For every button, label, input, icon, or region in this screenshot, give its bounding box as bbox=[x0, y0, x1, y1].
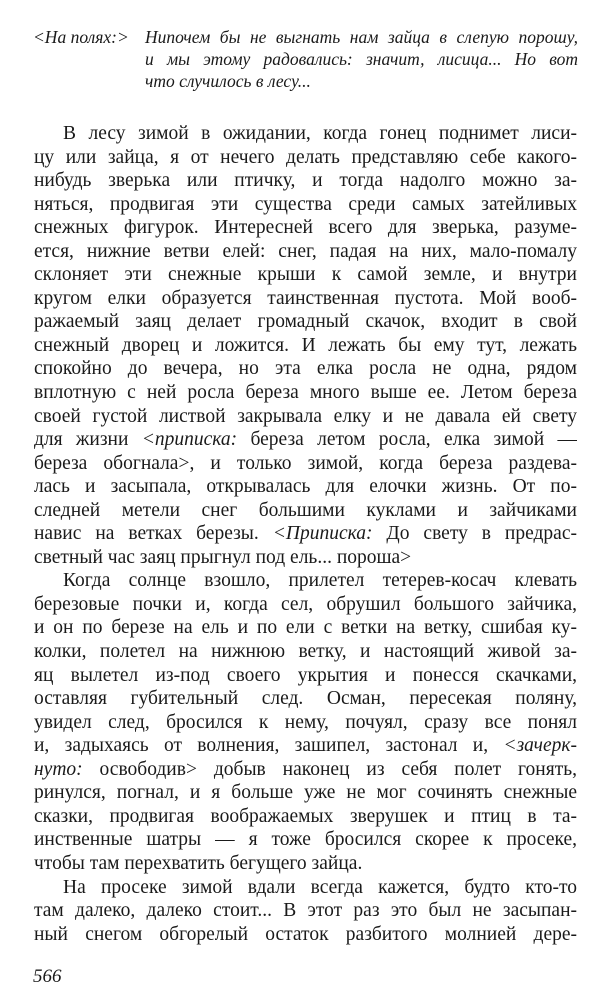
line-text: цу или зайца, я от нечего делать представляю себе какого- bbox=[34, 146, 577, 168]
line-text: кругом елки образуется таинственная пустота. Мой вооб- bbox=[34, 287, 577, 309]
text-line bbox=[34, 499, 577, 523]
line-text: До свету в предрас- bbox=[372, 523, 577, 545]
text-line bbox=[34, 452, 577, 476]
line-text: оставляя губительный след. Осман, пересекая поляну, bbox=[34, 688, 577, 710]
text-line bbox=[34, 805, 577, 829]
text-line bbox=[34, 405, 577, 429]
text-line bbox=[34, 711, 577, 735]
line-text: березовые почки и, когда сел, обрушил большого зайчика, bbox=[34, 593, 577, 615]
text-line bbox=[34, 899, 577, 923]
line-text: береза обогнала>, и только зимой, когда береза раздева- bbox=[34, 452, 577, 474]
line-text: береза летом росла, елка зимой — bbox=[237, 429, 577, 451]
line-text: там далеко, далеко стоит... В этот раз это был не засыпан- bbox=[34, 900, 577, 922]
text-line bbox=[34, 640, 577, 664]
line-text: В лесу зимой в ожидании, когда гонец поднимет лиси- bbox=[63, 123, 577, 144]
line-text: ражаемый заяц делает громадный скачок, входит в свой bbox=[34, 311, 577, 333]
text-line bbox=[34, 475, 577, 499]
text-line bbox=[34, 146, 577, 170]
line-text: следней метели снег большими куклами и зайчиками bbox=[34, 499, 577, 521]
text-line bbox=[34, 734, 577, 758]
text-line bbox=[34, 169, 577, 193]
text-line bbox=[34, 240, 577, 264]
line-text: и, задыхаясь от волнения, зашипел, застонал и, bbox=[34, 735, 504, 757]
text-line bbox=[34, 381, 577, 405]
line-text: яц вылетел из-под своего укрытия и понесся скачками, bbox=[34, 664, 577, 686]
line-text: ринулся, погнал, и я больше уже не мог сочинять снежные bbox=[34, 782, 577, 804]
text-line bbox=[34, 664, 577, 688]
line-text: Когда солнце взошло, прилетел тетерев-косач клевать bbox=[63, 570, 577, 592]
margin-note-label: <На полях:> bbox=[33, 27, 129, 47]
line-text: снежный дворец и ложится. И лежать бы ему тут, лежать bbox=[34, 334, 577, 356]
text-line bbox=[34, 216, 577, 240]
line-text: сказки, продвигая воображаемых зверушек и птиц в та- bbox=[34, 805, 577, 827]
line-text: освободив> добыв наконец из себя полет гонять, bbox=[82, 758, 577, 780]
text-line bbox=[34, 522, 577, 546]
text-line bbox=[34, 876, 577, 900]
line-text: своей густой листвой закрывала елку и не давала ей свету bbox=[34, 405, 577, 427]
text-line bbox=[34, 593, 577, 617]
page-number: 566 bbox=[33, 966, 62, 987]
text-line bbox=[34, 357, 577, 381]
text-line bbox=[34, 310, 577, 334]
text-line bbox=[34, 122, 577, 146]
line-text: увидел след, бросился к нему, почуял, сразу все понял bbox=[34, 711, 577, 733]
text-line bbox=[34, 428, 577, 452]
editorial-note-text: <зачерк- bbox=[503, 735, 577, 757]
line-text: няться, продвигая эти существа среди самых затейливых bbox=[34, 193, 577, 215]
text-line bbox=[34, 287, 577, 311]
text-line bbox=[34, 758, 577, 782]
line-text: навис на ветках березы. bbox=[34, 523, 273, 545]
line-text: На просеке зимой вдали всегда кажется, будто кто-то bbox=[63, 876, 577, 898]
text-line bbox=[34, 852, 577, 876]
text-line bbox=[34, 334, 577, 358]
text-line bbox=[34, 569, 577, 593]
text-line bbox=[34, 193, 577, 217]
margin-note-line: и мы этому радовались: значит, лисица... Но вот bbox=[145, 49, 578, 69]
line-text: инственные шатры — я тоже бросился скорее к просеке, bbox=[34, 829, 577, 851]
line-text: лась и засыпала, открывалась для елочки жизнь. От по- bbox=[34, 476, 577, 498]
text-line bbox=[34, 687, 577, 711]
editorial-note-text: <Приписка: bbox=[272, 523, 373, 545]
line-text: колки, полетел на нижнюю ветку, и настоящий живой за- bbox=[34, 641, 577, 663]
margin-note-line: Нипочем бы не выгнать нам зайца в слепую порошу, bbox=[145, 27, 578, 47]
text-line bbox=[34, 781, 577, 805]
line-text: для жизни bbox=[34, 429, 142, 451]
line-text: нибудь зверька или птичку, и тогда надолго можно за- bbox=[34, 170, 577, 192]
line-text: вплотную с ней росла береза много выше ее. Летом береза bbox=[34, 382, 577, 404]
line-text: спокойно до вечера, но эта елка росла не одна, рядом bbox=[34, 358, 577, 380]
line-text: светный час заяц прыгнул под ель... пороша> bbox=[34, 546, 412, 568]
margin-note-body bbox=[145, 26, 578, 92]
line-text: склоняет эти снежные крыши к самой земле, и внутри bbox=[34, 264, 577, 286]
margin-note-line: что случилось в лесу... bbox=[145, 71, 311, 91]
line-text: и он по березе на ель и по ели с ветки на ветку, сшибая ку- bbox=[34, 617, 577, 639]
line-text: ется, нижние ветви елей: снег, падая на них, мало-помалу bbox=[34, 240, 577, 262]
line-text: снежных фигурок. Интересней всего для зверька, разуме- bbox=[34, 217, 577, 239]
text-line bbox=[34, 263, 577, 287]
editorial-note-text: <приписка: bbox=[141, 429, 238, 451]
body-text bbox=[34, 122, 577, 946]
text-line bbox=[34, 923, 577, 947]
editorial-note-text: нуто: bbox=[34, 758, 83, 780]
text-line bbox=[34, 546, 577, 570]
line-text: ный снегом обгорелый остаток разбитого молнией дере- bbox=[34, 923, 577, 945]
line-text: чтобы там перехватить бегущего зайца. bbox=[34, 852, 363, 874]
text-line bbox=[34, 616, 577, 640]
text-line bbox=[34, 828, 577, 852]
